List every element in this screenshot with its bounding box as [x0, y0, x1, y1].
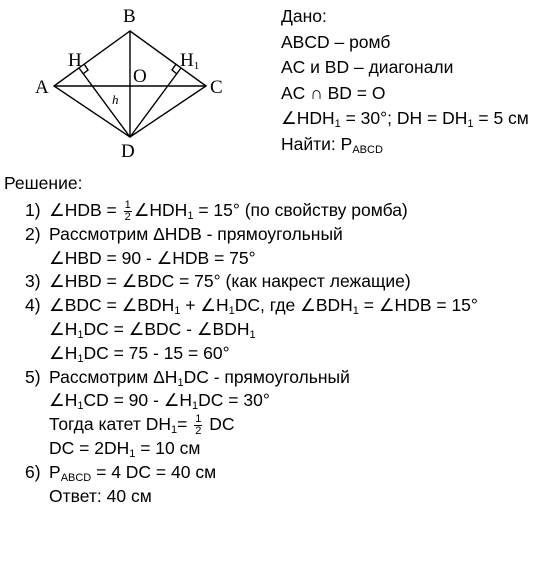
label-h1: H1 [180, 50, 200, 72]
step-5-line-4: DC = $2DH_1 = 10$ см [49, 438, 201, 461]
solution-heading: Решение: [4, 173, 83, 193]
given-line-1: ABCD – ромб [281, 31, 391, 52]
find-line: Найти: $P_{ABCD}$ [281, 133, 383, 156]
label-d: D [121, 141, 135, 162]
step-6: 6) $P_{ABCD} = 4$ DC = 40 см [25, 461, 217, 484]
step-4-line-3: $\angle H_1DC = 75 - 15 = 60^\circ$ [49, 342, 230, 365]
step-1: 1) ∠HDB = $\frac{1}{2}$ $\angle HDH_1 = 15^\circ$ (по свойству ромба) [25, 198, 408, 223]
step-4: 4) ∠BDC = $\angle BDH_1$ + $\angle H_1DC$, где $\angle BDH_1$ = ∠HDB = 15° [25, 295, 478, 318]
right-angle-mark-h [83, 64, 88, 74]
rhombus-diagram [0, 0, 260, 170]
step-3: 3) ∠HBD = ∠BDC = 75° (как накрест лежащие) [25, 271, 411, 292]
given-block [281, 4, 529, 157]
fraction-one-half-2: $\frac{1}{2}$ [195, 413, 202, 438]
step-4-line-2: $\angle H_1DC$ = ∠BDC - $\angle BDH_1$ [49, 319, 256, 342]
solution-steps [25, 199, 478, 509]
answer-line: Ответ: 40 см [49, 485, 152, 506]
given-line-3: AC ∩ BD = O [281, 82, 386, 103]
right-angle-mark-h1 [172, 64, 177, 74]
step-2-line-2: ∠HBD = 90 - ∠HDB = 75° [49, 247, 256, 268]
given-title: Дано: [281, 6, 327, 26]
height-dh [79, 68, 130, 137]
step-5-line-2: $\angle H_1CD = 90$ - $\angle H_1DC = 30^\circ$ [49, 390, 270, 413]
step-5: 5) Рассмотрим $\Delta H_1DC$ - прямоугольный [25, 366, 350, 389]
label-h-height: h [112, 92, 119, 107]
given-angle-line: $\angle HDH_1 = 30^\circ$; DH = $DH_1 = 5$ см [281, 108, 529, 130]
label-b: B [123, 6, 136, 27]
given-line-2: AC и BD – диагонали [281, 57, 454, 77]
label-a: A [35, 77, 49, 98]
label-o: O [133, 66, 147, 87]
step-5-line-3: Тогда катет $DH_1=$ $\frac{1}{2}$ DC [49, 413, 235, 438]
step-2: 2) Рассмотрим ΔHDB - прямоугольный [25, 223, 343, 244]
fraction-one-half: $\frac{1}{2}$ [124, 198, 131, 223]
label-c: C [210, 77, 223, 98]
label-h: H [68, 50, 82, 71]
